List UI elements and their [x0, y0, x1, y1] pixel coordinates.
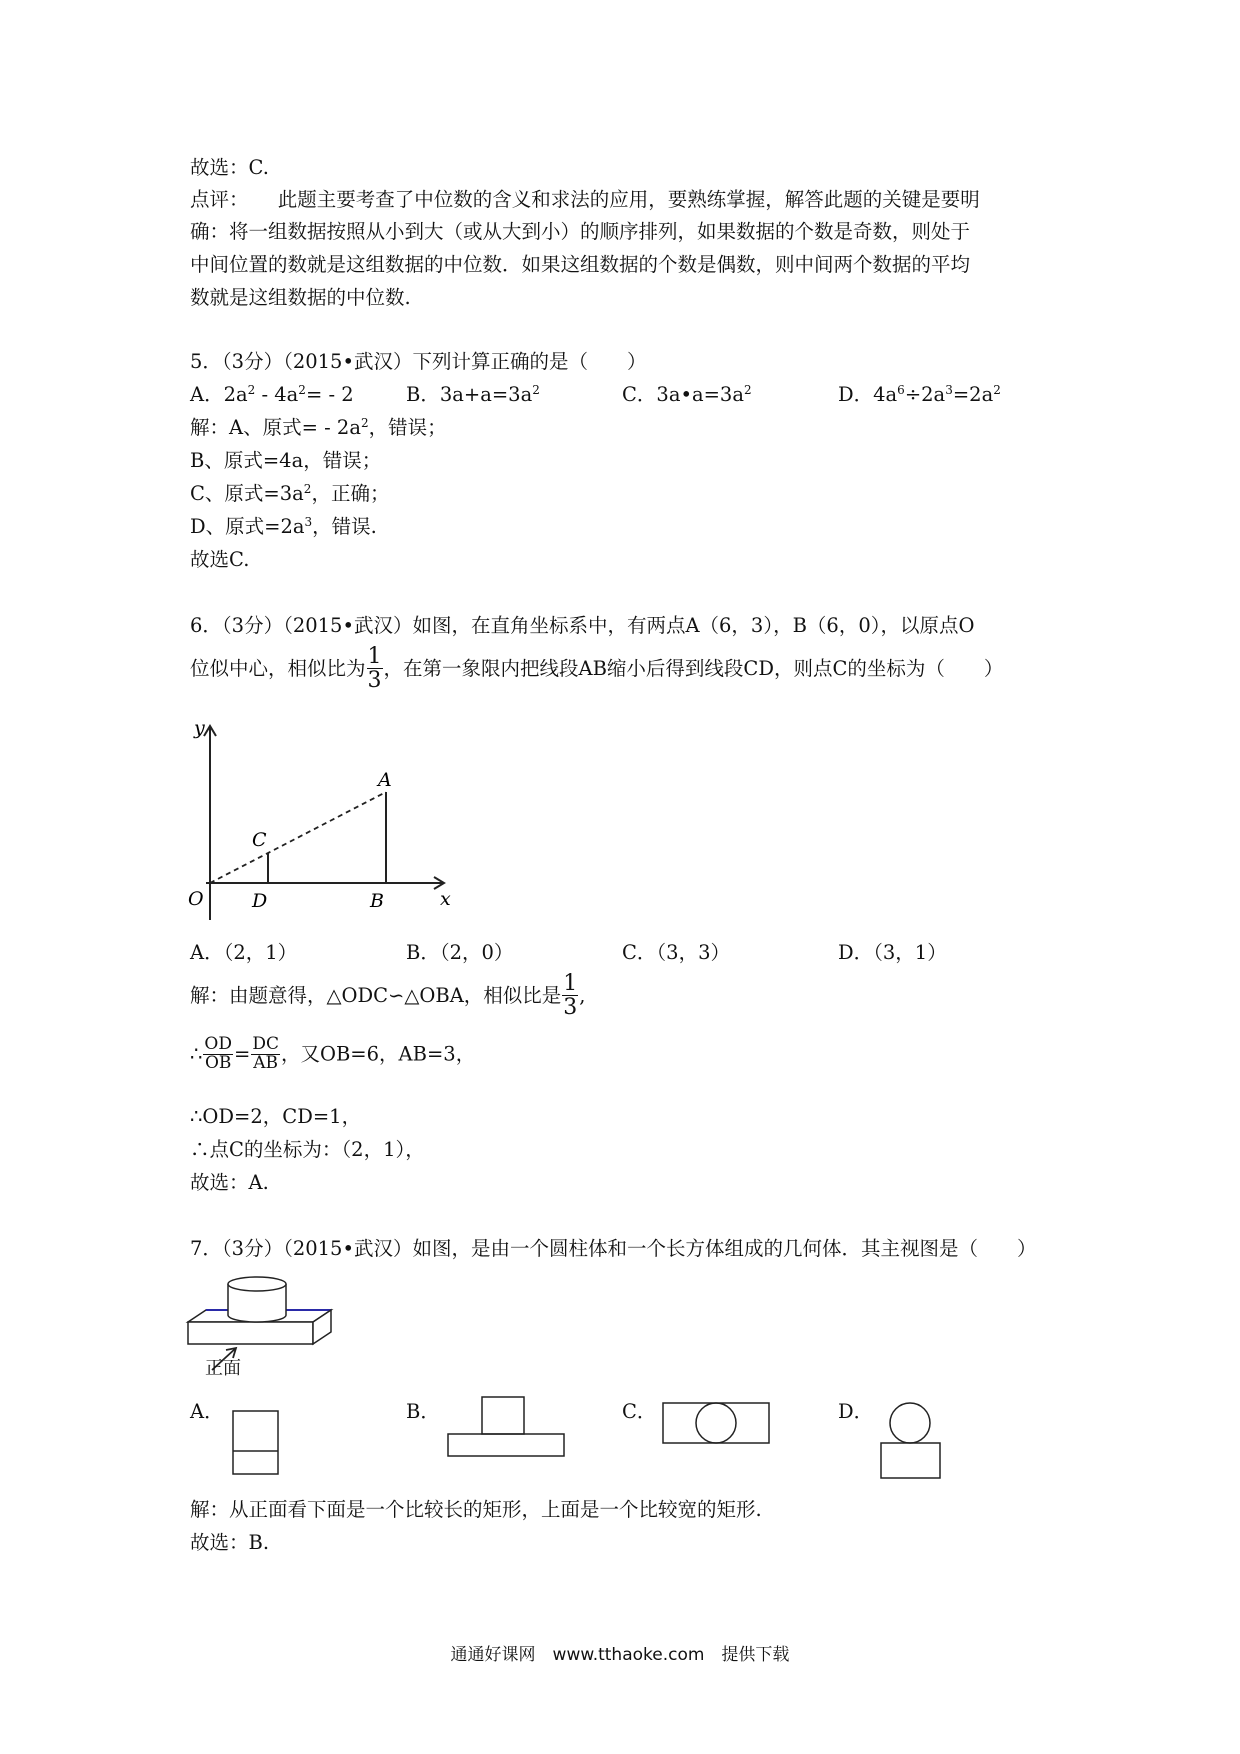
q7-option-a-figure [232, 1410, 280, 1476]
comment-line-2: 确：将一组数据按照从小到大（或从大到小）的顺序排列，如果数据的个数是奇数，则处于 [190, 220, 971, 243]
q5-solution-line-4: D、原式$=2a^3$，错误. [190, 515, 377, 538]
q5-option-b: B．$3a+a=3a^2$ [406, 383, 540, 406]
q6-solution-line-1: 解：由题意得，△ODC∽△OBA，相似比是 $\frac{1}{3}$ , [190, 971, 586, 1021]
q5-option-a: A．$2a^2 - 4a^2= - 2$ [190, 383, 354, 406]
q6-stem-line-1: 6．（3分）（2015•武汉）如图，在直角坐标系中，有两点A（6，3），B（6，0），以原点O [190, 614, 975, 637]
cylinder-top [228, 1277, 286, 1291]
q5-solution-line-3: C、原式$=3a^2$，正确； [190, 482, 390, 505]
q5-solution-line-1: 解：A、原式= - $2a^2$，错误； [190, 416, 447, 439]
q5-stem: 5．（3分）（2015•武汉）下列计算正确的是（ ） [190, 350, 647, 373]
front-label: 正面 [205, 1358, 241, 1379]
q5-answer: 故选C. [190, 548, 250, 571]
label-x: x [440, 888, 451, 910]
q6-option-c: C．（3，3） [622, 941, 730, 964]
q7-option-b-label: B． [406, 1400, 440, 1423]
comment-line-1: 点评： 此题主要考查了中位数的含义和求法的应用，要熟练掌握，解答此题的关键是要明 [190, 188, 980, 211]
q7-solution: 解：从正面看下面是一个比较长的矩形，上面是一个比较宽的矩形. [190, 1498, 762, 1521]
prev-answer: 故选：C. [190, 156, 269, 179]
q7-answer: 故选：B. [190, 1531, 270, 1554]
q5-option-c: C．$3a•a=3a^2$ [622, 383, 752, 406]
q7-option-b-figure [447, 1396, 567, 1458]
label-b: B [370, 890, 384, 912]
q5-option-d: D．$4a^6\div 2a^3=2a^2$ [838, 383, 1001, 406]
q7-option-c-figure [662, 1402, 772, 1446]
comment-line-4: 数就是这组数据的中位数. [190, 286, 411, 309]
q6-coordinate-figure [180, 717, 460, 920]
q6-option-a: A．（2，1） [190, 941, 298, 964]
segment-oa-dashed [210, 792, 386, 883]
label-c: C [252, 829, 267, 851]
q7-option-d-figure [878, 1402, 944, 1482]
fraction-od-ob: $\frac{OD}{OB}$ [204, 1034, 232, 1073]
label-a: A [378, 769, 392, 791]
q6-solution-ratio: $\frac{1}{3}$ [563, 971, 578, 1021]
q6-answer: 故选：A. [190, 1171, 269, 1194]
footer-credit: 通通好课网 www.tthaoke.com 提供下载 [450, 1645, 790, 1665]
q6-solution-line-3: ∴OD=2，CD=1， [190, 1105, 362, 1128]
q7-option-c-label: C． [622, 1400, 657, 1423]
label-o: O [188, 888, 204, 910]
q7-option-d-label: D． [838, 1400, 874, 1423]
q6-solution-line-2: ∴ $\frac{OD}{OB}$ = $\frac{DC}{AB}$ ，又OB=6，AB=3， [190, 1034, 476, 1073]
q6-option-b: B．（2，0） [406, 941, 514, 964]
q5-solution-line-2: B、原式=4a，错误； [190, 449, 382, 472]
q7-stem: 7．（3分）（2015•武汉）如图，是由一个圆柱体和一个长方体组成的几何体．其主视图是（ ） [190, 1237, 1037, 1260]
q6-solution-line-4: ∴点C的坐标为：（2，1）， [190, 1138, 425, 1161]
box-front-face [188, 1322, 313, 1344]
q6-option-d: D．（3，1） [838, 941, 947, 964]
q6-stem-line-2: 位似中心，相似比为 $\frac{1}{3}$ ，在第一象限内把线段AB缩小后得到线段CD，则点C的坐标为（ ） [190, 644, 1004, 694]
q6-ratio-fraction: $\frac{1}{3}$ [367, 644, 382, 694]
q7-option-a-label: A． [190, 1400, 224, 1423]
fraction-dc-ab: $\frac{DC}{AB}$ [252, 1034, 279, 1073]
label-y: y [194, 717, 205, 739]
comment-line-3: 中间位置的数就是这组数据的中位数．如果这组数据的个数是偶数，则中间两个数据的平均 [190, 253, 971, 276]
label-d: D [252, 890, 268, 912]
